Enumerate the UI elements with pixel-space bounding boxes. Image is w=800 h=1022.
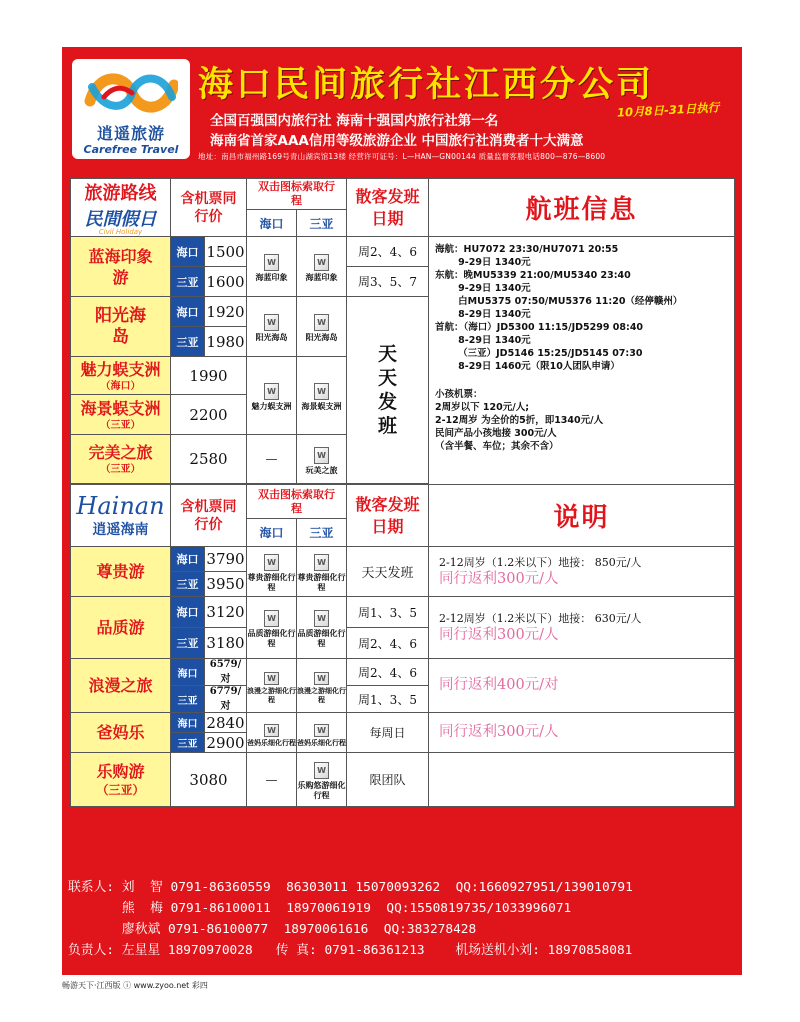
rebate: 同行返利400元/对 (439, 677, 559, 693)
price: 3950 (205, 572, 247, 597)
route-shopping: 乐购游 （三亚） (71, 753, 171, 807)
route-quality: 品质游 (71, 597, 171, 659)
flight-line: 东航：晚MU5339 21:00/MU5340 23:40 (435, 270, 631, 281)
logo-en: Carefree Travel (83, 143, 179, 156)
daily-departure (347, 297, 429, 484)
schedule: 天天发班 (347, 547, 429, 597)
price: 2200 (171, 395, 247, 435)
itinerary-header: 双击图标索取行程 (247, 179, 347, 210)
route-premium: 尊贵游 (71, 547, 171, 597)
carefree-swirl-icon (84, 67, 178, 119)
flight-line: （三亚）JD5146 15:25/JD5145 07:30 (435, 348, 643, 359)
col-haikou: 海口 (247, 519, 297, 547)
flight-line: 8-29日 1460元（限10人团队申请） (435, 361, 620, 372)
schedule-header: 散客发班日期 (347, 179, 429, 237)
word-doc-icon[interactable]: W (264, 554, 279, 571)
no-itinerary: — (247, 435, 297, 484)
price: 1500 (205, 237, 247, 267)
rebate: 同行返利300元/人 (439, 626, 559, 643)
price: 6579/对 (205, 659, 247, 686)
itinerary-button[interactable]: W 爸妈乐细化行程 (247, 713, 297, 753)
note: 2-12周岁（1.2米以下）地接： 630元/人 同行返利300元/人 (429, 597, 735, 659)
schedule: 周1、3、5 (347, 686, 429, 713)
port-sanya: 三亚 (171, 572, 205, 597)
note (429, 713, 735, 753)
schedule: 周3、5、7 (347, 267, 429, 297)
route-header: 旅游路线 (84, 183, 157, 204)
note (429, 659, 735, 713)
itinerary-button[interactable]: W 阳光海岛 (297, 297, 347, 357)
port-sanya: 三亚 (171, 267, 205, 297)
itinerary-button[interactable]: W 浪漫之游细化行程 (297, 659, 347, 713)
word-doc-icon[interactable]: W (314, 672, 329, 685)
word-doc-icon[interactable]: W (314, 383, 329, 400)
itinerary-button[interactable]: W 爸妈乐细化行程 (297, 713, 347, 753)
word-doc-icon[interactable]: W (314, 314, 329, 331)
route-charm-wuzhizhou: 魅力蜈支洲 （海口） (71, 357, 171, 395)
price: 6779/对 (205, 686, 247, 713)
hainan-logo: Hainan (76, 491, 165, 520)
notes-title: 说明 (429, 485, 735, 547)
logo-cn: 逍遥旅游 (96, 124, 165, 143)
daily-char: 天 (377, 343, 397, 365)
col-sanya: 三亚 (297, 210, 347, 237)
contact-line-2: 熊 梅 0791-86100011 18970061919 QQ:1550819735/1033996071 (68, 901, 572, 916)
price-header: 含机票同行价 (171, 485, 247, 547)
rebate: 同行返利300元/人 (439, 570, 559, 587)
section2-brand-cell (71, 485, 171, 547)
civil-holiday-logo: 民間假日 (84, 209, 157, 230)
port-haikou: 海口 (171, 597, 205, 628)
route-table (70, 178, 735, 807)
itinerary-header: 双击图标索取行程 (247, 485, 347, 519)
word-doc-icon[interactable]: W (314, 762, 329, 779)
note-empty (429, 753, 735, 807)
schedule: 每周日 (347, 713, 429, 753)
price: 2840 (206, 713, 245, 732)
contact-line-3: 廖秋斌 0791-86100077 18970061616 QQ:383278428 (68, 922, 477, 937)
price: 3120 (205, 597, 247, 628)
schedule: 周2、4、6 (347, 628, 429, 659)
flight-line: 8-29日 1340元 (435, 309, 531, 320)
date-badge: 10月8日-31日执行 (616, 100, 720, 120)
section1-brand-cell (71, 179, 171, 237)
col-sanya: 三亚 (297, 519, 347, 547)
flight-line: 2周岁以下 120元/人; (435, 402, 530, 413)
word-doc-icon[interactable]: W (314, 724, 329, 737)
slogan-line-2: 海南省首家AAA信用等级旅游企业 中国旅行社消费者十大满意 (210, 133, 584, 149)
price: 2900 (206, 733, 245, 752)
word-doc-icon[interactable]: W (314, 254, 329, 271)
schedule-header: 散客发班日期 (347, 485, 429, 547)
route-sunshine: 阳光海岛 (71, 297, 171, 357)
note: 2-12周岁（1.2米以下）地接： 850元/人 同行返利300元/人 (429, 547, 735, 597)
word-doc-icon[interactable]: W (264, 383, 279, 400)
word-doc-icon[interactable]: W (264, 314, 279, 331)
flight-line: 9-29日 1340元 (435, 257, 531, 268)
price: 1980 (205, 327, 247, 357)
flight-line: （含半餐、车位；其余不含） (435, 441, 559, 452)
port-sanya: 三亚 (171, 686, 205, 713)
schedule: 限团队 (347, 753, 429, 807)
itinerary-button[interactable]: W 浪漫之游细化行程 (247, 659, 297, 713)
port-haikou: 海口 (171, 547, 205, 572)
page-footer: 畅游天下·江西版 ⓘ www.zyoo.net 彩四 (62, 981, 208, 990)
schedule: 周2、4、6 (347, 237, 429, 267)
flight-line: 9-29日 1340元 (435, 283, 531, 294)
flight-line: 民间产品小孩地接 300元/人 (435, 428, 557, 439)
flyer (62, 47, 742, 975)
no-itinerary: — (247, 753, 297, 807)
itinerary-button[interactable]: W 海蓝印象 (247, 237, 297, 297)
word-doc-icon[interactable]: W (314, 610, 329, 627)
itinerary-button[interactable]: W 阳光海岛 (247, 297, 297, 357)
itinerary-button[interactable]: W 海蓝印象 (297, 237, 347, 297)
word-doc-icon[interactable]: W (314, 447, 329, 464)
schedule: 周1、3、5 (347, 597, 429, 628)
flight-line: 8-29日 1340元 (435, 335, 531, 346)
price: 1600 (205, 267, 247, 297)
itinerary-button[interactable]: W 尊贵游细化行程 (297, 547, 347, 597)
route-seaview-wuzhizhou: 海景蜈支洲 （三亚） (71, 395, 171, 435)
port-haikou: 海口 (171, 297, 205, 327)
route-lanhai: 蓝海印象游 (71, 237, 171, 297)
col-haikou: 海口 (247, 210, 297, 237)
word-doc-icon[interactable]: W (264, 610, 279, 627)
flight-info-title: 航班信息 (429, 179, 735, 237)
itinerary-button[interactable]: W 海景蜈支洲 (297, 357, 347, 435)
contacts (68, 877, 736, 961)
port-haikou: 海口 (171, 659, 205, 686)
daily-char: 发 (377, 391, 397, 413)
price-header: 含机票同行价 (171, 179, 247, 237)
flight-line (435, 373, 730, 386)
flight-info (429, 237, 735, 485)
hainan-cn: 逍遥海南 (92, 521, 149, 538)
itinerary-button[interactable]: W 魅力蜈支洲 (247, 357, 297, 435)
port-haikou: 海口 (171, 237, 205, 267)
word-doc-icon[interactable]: W (314, 554, 329, 571)
flight-line: 小孩机票： (435, 389, 483, 400)
flight-line: 海航：HU7072 23:30/HU7071 20:55 (435, 244, 619, 255)
flight-line: 白MU5375 07:50/MU5376 11:20（经停赣州） (435, 296, 683, 307)
port-haikou: 海口 (171, 713, 205, 733)
itinerary-button[interactable]: W 品质游细化行程 (247, 597, 297, 659)
logo (72, 59, 190, 159)
itinerary-button[interactable]: W 品质游细化行程 (297, 597, 347, 659)
rebate: 同行返利300元/人 (439, 724, 559, 740)
route-perfect: 完美之旅 （三亚） (71, 435, 171, 484)
port-sanya: 三亚 (171, 327, 205, 357)
price: 3790 (205, 547, 247, 572)
schedule: 周2、4、6 (347, 659, 429, 686)
route-parents: 爸妈乐 (71, 713, 171, 753)
contact-line-1: 联系人: 刘 智 0791-86360559 86303011 15070093262 QQ:1660927951/139010791 (68, 880, 633, 895)
word-doc-icon[interactable]: W (264, 724, 279, 737)
itinerary-button[interactable]: W 玩美之旅 (297, 435, 347, 484)
contact-line-4: 负责人: 左星星 18970970028 传 真: 0791-86361213 机场送机小刘: 18970858081 (68, 943, 633, 958)
price: 3180 (205, 628, 247, 659)
price: 1920 (205, 297, 247, 327)
flight-line: 2-12周岁 为全价的5折，即1340元/人 (435, 415, 604, 426)
itinerary-button[interactable]: W 乐购悠游细化行程 (297, 753, 347, 807)
daily-char: 班 (377, 415, 397, 437)
price: 2580 (171, 435, 247, 484)
port-sanya: 三亚 (171, 628, 205, 659)
word-doc-icon[interactable]: W (264, 254, 279, 271)
civil-holiday-en: Civil Holiday (98, 228, 143, 236)
price: 1990 (171, 357, 247, 395)
price: 3080 (171, 753, 247, 807)
address-line: 地址：南昌市福州路169号青山湖宾馆13楼 经营许可证号：L—HAN—GN00144 质量监督客服电话800—876—8600 (198, 152, 606, 161)
route-romance: 浪漫之旅 (71, 659, 171, 713)
slogan-line-1: 全国百强国内旅行社 海南十强国内旅行社第一名 (210, 113, 499, 129)
itinerary-button[interactable]: W 尊贵游细化行程 (247, 547, 297, 597)
company-name: 海口民间旅行社江西分公司 (198, 64, 655, 105)
port-sanya: 三亚 (171, 733, 205, 753)
flight-line: 首航：（海口）JD5300 11:15/JD5299 08:40 (435, 322, 644, 333)
daily-char: 天 (377, 367, 397, 389)
word-doc-icon[interactable]: W (264, 672, 279, 685)
